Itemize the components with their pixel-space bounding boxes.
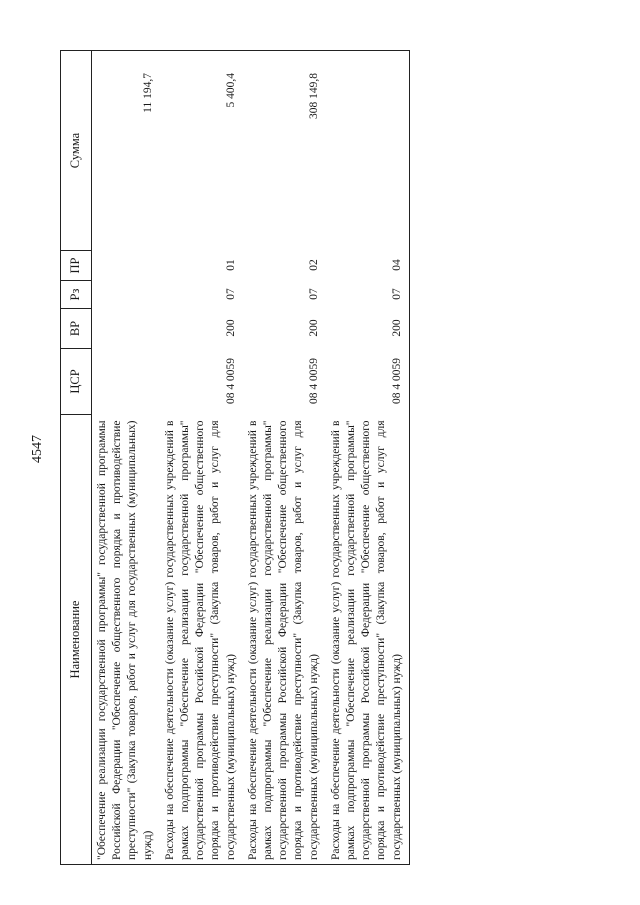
row-pr — [92, 251, 160, 281]
budget-table — [60, 50, 410, 865]
table-row — [92, 51, 160, 865]
table-row — [160, 51, 243, 865]
row-pr: 02 — [307, 259, 320, 271]
row-pr: 01 — [224, 259, 237, 271]
row-rz: 07 — [224, 288, 237, 300]
header-csr: ЦСР — [61, 349, 92, 415]
row-rz: 07 — [307, 288, 320, 300]
row-name: Расходы на обеспечение деятельности (оказание услуг) государственных учреждений в рамках подпрограммы "Обеспечение реализации государственной программы" государственной программы Российской Федерации "Обеспечение общественного порядка и противодействие преступности" (Закупка товаров, работ и услуг для государственных (муниципальных) нужд) — [243, 415, 326, 865]
header-pr: ПР — [61, 251, 92, 281]
header-vr: ВР — [61, 309, 92, 349]
row-sum: 308 149,8 — [243, 51, 326, 251]
row-rz: 07 — [326, 281, 410, 309]
table-row — [326, 51, 410, 865]
table-header-row — [61, 51, 92, 865]
row-sum — [326, 51, 410, 251]
row-sum: 5 400,4 — [160, 51, 243, 251]
row-csr: 08 4 0059 — [307, 358, 320, 404]
row-csr — [92, 349, 160, 415]
row-name: Расходы на обеспечение деятельности (оказание услуг) государственных учреждений в рамках подпрограммы "Обеспечение реализации государственной программы" государственной программы Российской Федерации "Обеспечение общественного порядка и противодействие преступности" (Закупка товаров, работ и услуг для государственных (муниципальных) нужд) — [160, 415, 243, 865]
row-name: "Обеспечение реализации государственной программы" государственной программы Российской Федерации "Обеспечение общественного порядка и противодействие преступности" (Закупка товаров, работ и услуг для государственных (муниципальных) нужд) — [92, 415, 160, 865]
row-sum: 11 194,7 — [92, 51, 160, 251]
table-row — [243, 51, 326, 865]
row-pr: 04 — [326, 251, 410, 281]
page-number: 4547 — [30, 435, 45, 463]
row-csr: 08 4 0059 — [224, 358, 237, 404]
row-csr: 08 4 0059 — [326, 349, 410, 415]
row-vr — [92, 309, 160, 349]
row-vr: 200 — [224, 319, 237, 337]
row-name: Расходы на обеспечение деятельности (оказание услуг) государственных учреждений в рамках подпрограммы "Обеспечение реализации государственной программы" государственной программы Российской Федерации "Обеспечение общественного порядка и противодействие преступности" (Закупка товаров, работ и услуг для государственных (муниципальных) нужд) — [326, 415, 410, 865]
header-sum: Сумма — [61, 51, 92, 251]
row-rz — [92, 281, 160, 309]
row-vr: 200 — [326, 309, 410, 349]
row-vr: 200 — [307, 319, 320, 337]
header-name: Наименование — [61, 415, 92, 865]
header-rz: Рз — [61, 281, 92, 309]
rotated-table-container — [60, 51, 555, 865]
